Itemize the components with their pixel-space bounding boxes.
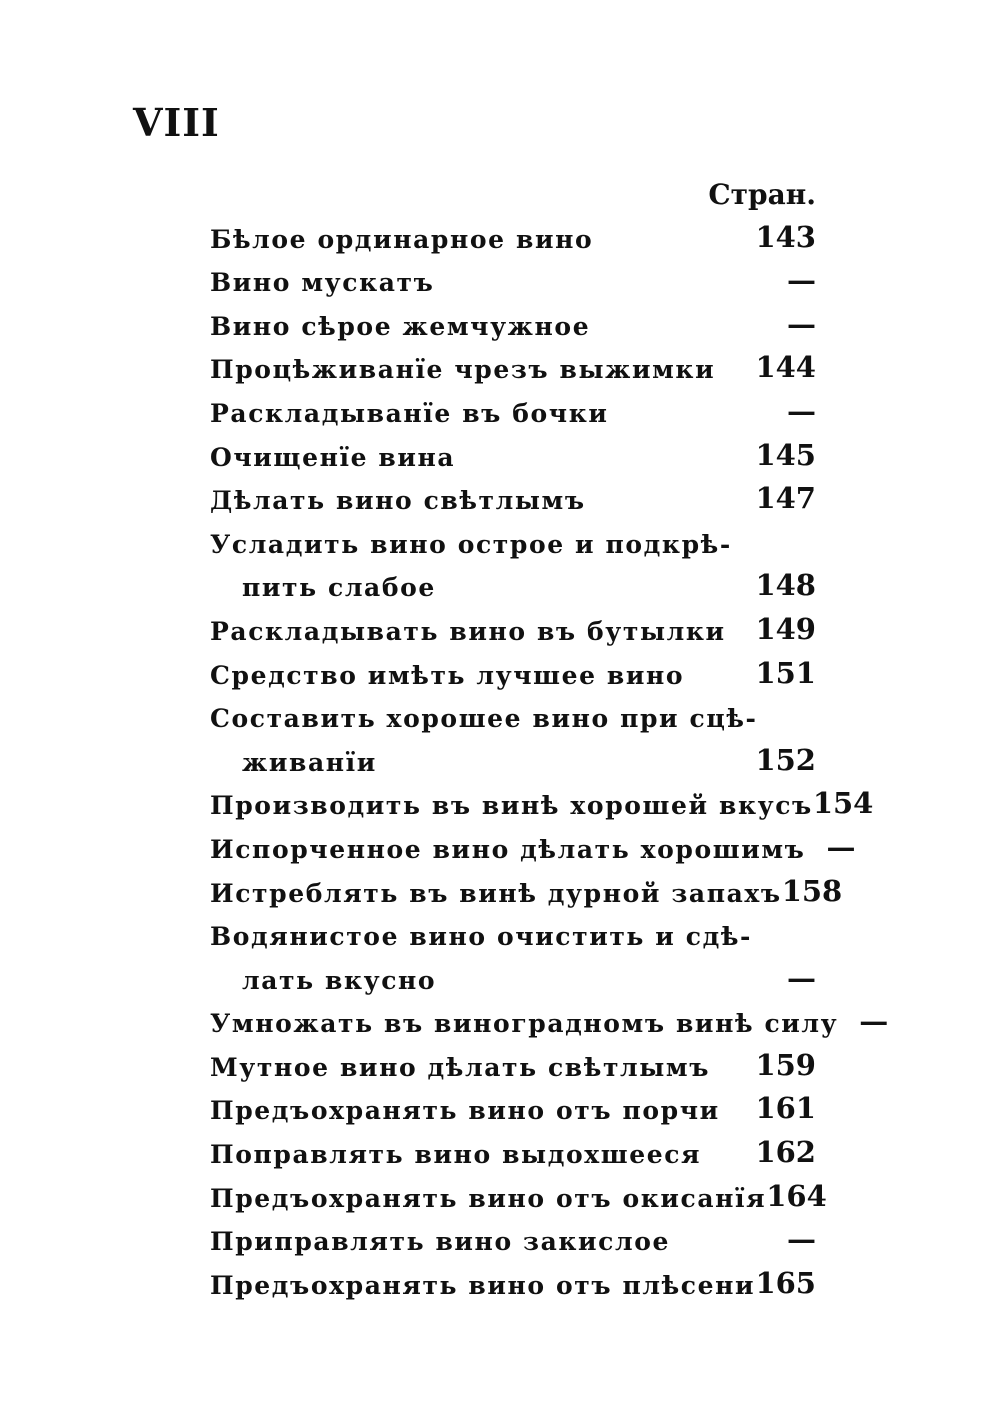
toc-entry-page: 165 <box>755 1265 816 1300</box>
toc-entry <box>210 995 889 1039</box>
toc-entry-page: — <box>787 1222 816 1257</box>
toc-entry-title: Бѣлое ординарное вино <box>210 224 594 254</box>
toc-entry <box>210 472 816 516</box>
toc-entry-page: — <box>787 306 816 341</box>
toc-entry <box>210 1213 816 1257</box>
toc-entry-title: Средство имѣть лучшее вино <box>210 660 685 690</box>
toc-entry-page: — <box>787 393 816 428</box>
toc-entry <box>210 1256 816 1300</box>
toc-entry-page: 161 <box>755 1091 816 1126</box>
toc-entry <box>210 646 816 690</box>
toc-entry-page: — <box>787 263 816 298</box>
toc-entry-title: Мутное вино дѣлать свѣтлымъ <box>210 1052 711 1082</box>
toc-entry <box>210 341 816 385</box>
toc-entry-page: — <box>787 960 816 995</box>
toc-entry-page: 149 <box>755 611 816 646</box>
toc-entry-continuation <box>210 559 816 603</box>
toc-entry <box>210 908 816 952</box>
toc-entry-page: — <box>826 829 856 864</box>
toc-entry-title: Предъохранять вино отъ окисанїя <box>210 1183 767 1213</box>
page-number: VIII <box>133 100 220 145</box>
toc-entry-page: — <box>859 1004 889 1039</box>
toc-entry <box>210 384 816 428</box>
toc-entry <box>210 297 816 341</box>
toc-entry-title: Приправлять вино закислое <box>210 1227 671 1257</box>
toc-entry <box>210 690 816 734</box>
toc-entry <box>210 254 816 298</box>
toc-entry <box>210 210 816 254</box>
toc-entry-title-continuation: лать вкусно <box>242 965 437 995</box>
toc-entry <box>210 1082 816 1126</box>
toc-entry-title: Дѣлать вино свѣтлымъ <box>210 486 586 516</box>
toc-entry-page: 164 <box>766 1178 827 1213</box>
toc-entry-page: 154 <box>812 786 874 821</box>
toc-entry-title: Процѣживанїе чрезъ выжимки <box>210 355 716 385</box>
toc-entry-title: Производить въ винѣ хорошей вкусъ <box>210 791 813 821</box>
page-column-header: Стран. <box>708 178 816 211</box>
toc-entry-page: 147 <box>755 481 816 516</box>
toc-entry-title: Вино мускатъ <box>210 268 435 298</box>
toc-entry-title: Предъохранять вино отъ плѣсени <box>210 1270 756 1300</box>
toc-entry-title: Водянистое вино очистить и сдѣ- <box>210 922 752 952</box>
toc-entry <box>210 1038 816 1082</box>
toc-entry-title: Составить хорошее вино при сцѣ- <box>210 704 758 734</box>
toc-entry-title: Испорченное вино дѣлать хорошимъ <box>210 834 806 864</box>
toc-entry-title: Раскладывать вино въ бутылки <box>210 616 726 646</box>
toc-entry-title: Вино сѣрое жемчужное <box>210 311 591 341</box>
toc-entry <box>210 777 874 821</box>
toc-entry <box>210 515 816 559</box>
toc-entry-page: 151 <box>755 655 816 690</box>
toc-entry-page: 159 <box>755 1047 816 1082</box>
toc-entry-title-continuation: пить слабое <box>242 573 436 603</box>
toc-entry-page: 145 <box>755 437 816 472</box>
toc-entry-title: Истреблять въ винѣ дурной запахъ <box>210 878 782 908</box>
toc-entry-title: Поправлять вино выдохшееся <box>210 1140 702 1170</box>
toc-entry <box>210 602 816 646</box>
toc-entry-page: 152 <box>755 742 816 777</box>
toc-entry-title: Умножать въ виноградномъ винѣ силу <box>210 1009 839 1039</box>
toc-entry-title: Предъохранять вино отъ порчи <box>210 1096 720 1126</box>
table-of-contents <box>210 210 889 1300</box>
toc-entry-page: 162 <box>755 1135 816 1170</box>
toc-entry-title: Раскладыванїе въ бочки <box>210 398 609 428</box>
toc-entry <box>210 1125 816 1169</box>
toc-entry <box>210 428 816 472</box>
toc-entry-page: 143 <box>755 219 816 254</box>
toc-entry-title: Очищенїе вина <box>210 442 456 472</box>
toc-entry-title-continuation: живанїи <box>242 747 377 777</box>
toc-entry <box>210 820 856 864</box>
toc-entry-page: 144 <box>755 350 816 385</box>
toc-entry-title: Усладить вино острое и подкрѣ- <box>210 529 732 559</box>
toc-entry-continuation <box>210 951 816 995</box>
toc-entry-page: 148 <box>755 568 816 603</box>
toc-entry-page: 158 <box>781 873 843 908</box>
toc-entry <box>210 1169 827 1213</box>
toc-entry-continuation <box>210 733 816 777</box>
toc-entry <box>210 864 843 908</box>
